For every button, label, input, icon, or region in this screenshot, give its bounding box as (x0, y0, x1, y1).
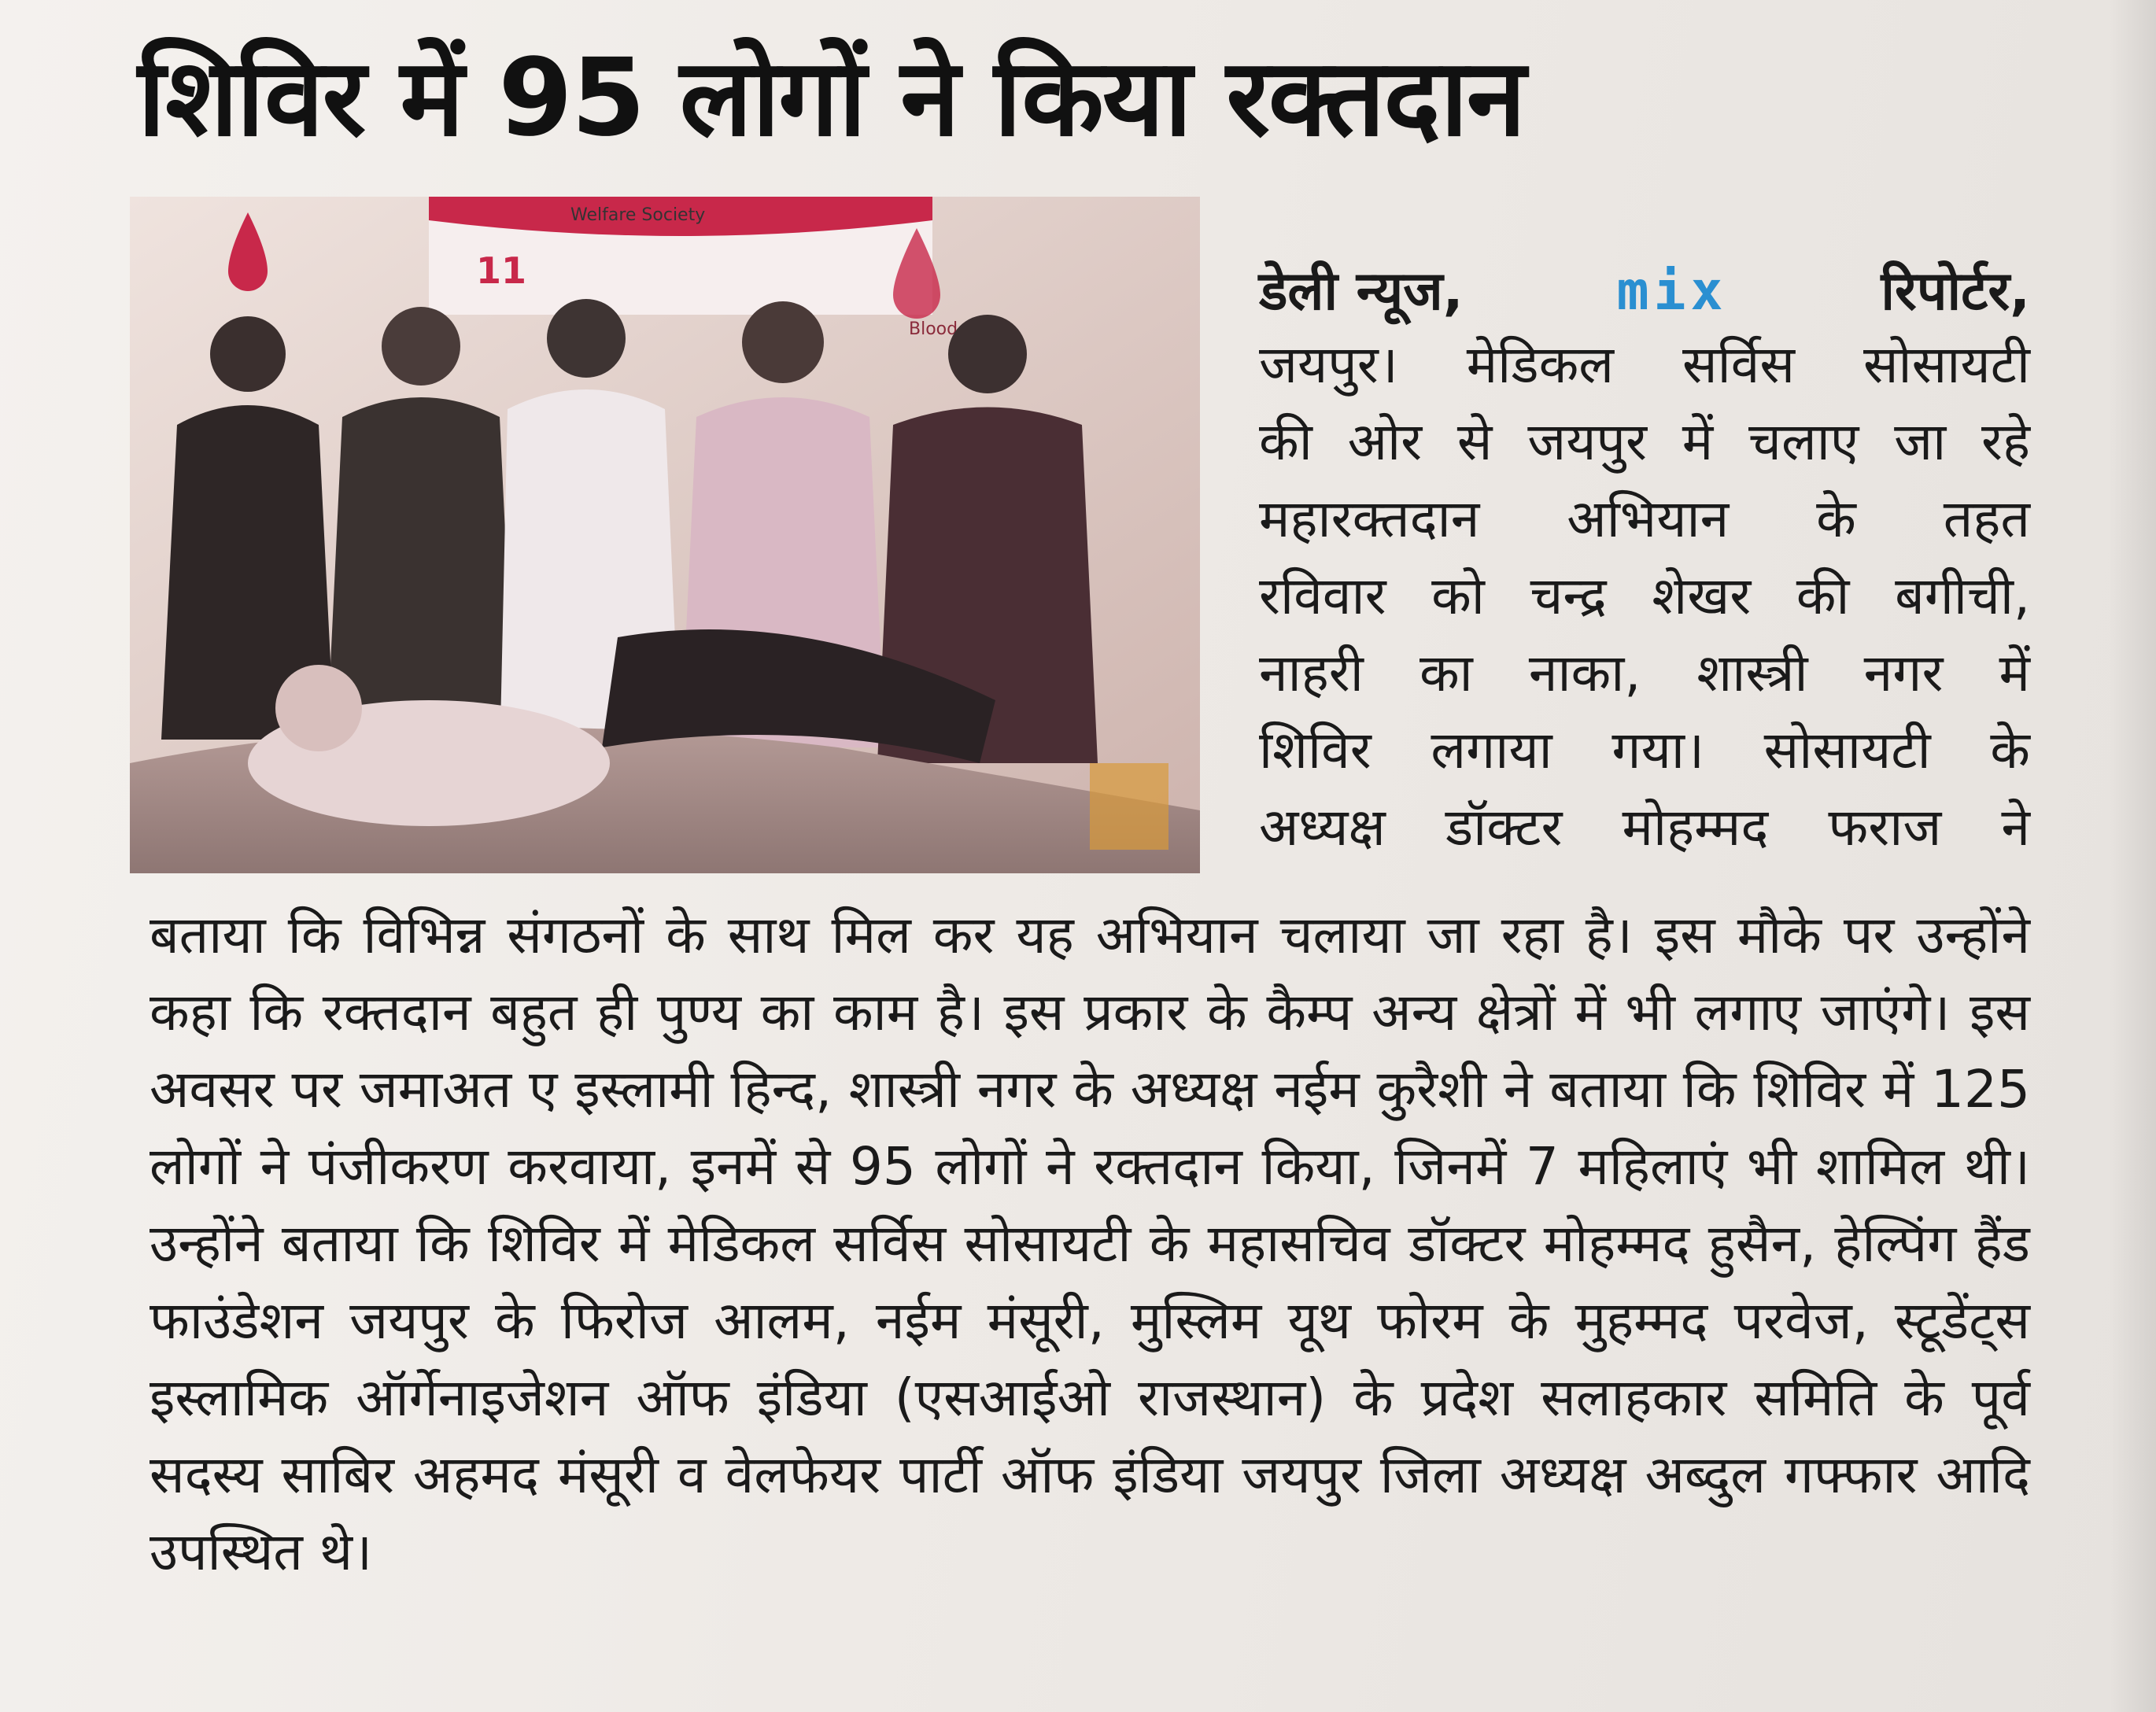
headline: शिविर में 95 लोगों ने किया रक्तदान (138, 36, 1525, 160)
intro-line: रविवार को चन्द्र शेखर की बगीची, (1259, 566, 2030, 626)
intro-line: जयपुर। मेडिकल सर्विस सोसायटी (1259, 334, 2030, 395)
intro-line: अध्यक्ष डॉक्टर मोहम्मद फराज ने (1259, 797, 2030, 858)
intro-line: की ओर से जयपुर में चलाए जा रहे (1259, 411, 2030, 472)
banner-number: 11 (476, 249, 527, 292)
blood-donation-camp-photo (130, 197, 1200, 873)
article-body: बताया कि विभिन्न संगठनों के साथ मिल कर यह अभियान चलाया जा रहा है। इस मौके पर उन्होंने कहा कि रक्तदान बहुत ही पुण्य का काम है। इस प्रकार के कैम्प अन्य क्षेत्रों में भी लगाए जाएंगे। इस अवसर पर जमाअत ए इस्लामी हिन्द, शास्त्री नगर के अध्यक्ष नईम कुरैशी ने बताया कि शिविर में 125 लोगों ने पंजीकरण करवाया, इनमें से 95 लोगों ने रक्तदान किया, जिनमें 7 महिलाएं भी शामिल थी। उन्होंने बताया कि शिविर में मेडिकल सर्विस सोसायटी के महासचिव डॉक्टर मोहम्मद हुसैन, हेल्पिंग हैंड फाउंडेशन जयपुर के फिरोज आलम, नईम मंसूरी, मुस्लिम यूथ फोरम के मुहम्मद परवेज, स्टूडेंट्स इस्लामिक ऑर्गेनाइजेशन ऑफ इंडिया (एसआईओ राजस्थान) के प्रदेश सलाहकार समिति के पूर्व सदस्य साबिर अहमद मंसूरी व वेलफेयर पार्टी ऑफ इंडिया जयपुर जिला अध्यक्ष अब्दुल गफ्फार आदि उपस्थित थे। (150, 905, 2030, 1582)
byline-suffix: रिपोर्टर, (1881, 260, 2030, 323)
banner-side-text: Blood (909, 319, 958, 339)
byline (1259, 256, 2030, 328)
box (1090, 763, 1168, 850)
intro-line: नाहरी का नाका, शास्त्री नगर में (1259, 643, 2030, 703)
intro-line: महारक्तदान अभियान के तहत (1259, 489, 2030, 549)
banner-text: Welfare Society (570, 205, 706, 225)
intro-line: शिविर लगाया गया। सोसायटी के (1259, 720, 2030, 780)
donor (275, 665, 362, 751)
byline-prefix: डेली न्यूज, (1259, 260, 1464, 323)
intro-column (1259, 327, 2030, 866)
brand-logo: mix (1616, 260, 1728, 323)
event-photo (130, 197, 1200, 873)
paper-edge-shadow (2109, 0, 2156, 1712)
